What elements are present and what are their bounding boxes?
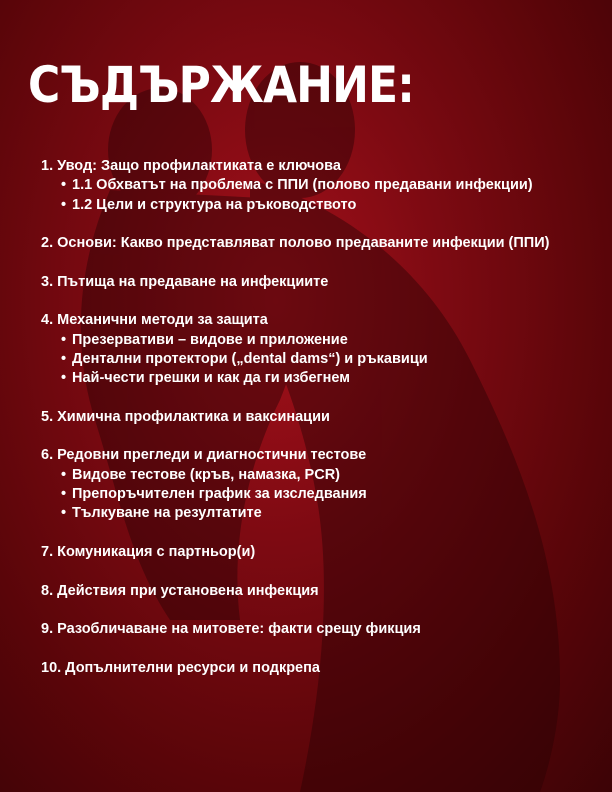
bullet-icon: • xyxy=(61,350,67,367)
toc-section-10 xyxy=(41,659,609,678)
toc-section-5 xyxy=(41,408,609,427)
page-title: СЪДЪРЖАНИЕ: xyxy=(28,56,414,114)
bullet-icon: • xyxy=(61,370,67,387)
bullet-icon: • xyxy=(61,331,67,348)
toc-section-8 xyxy=(41,582,609,601)
toc-item-6: 6. Редовни прегледи и диагностични тестове xyxy=(41,447,367,464)
toc-item-2: 2. Основи: Какво представляват полово предаваните инфекции (ППИ) xyxy=(41,235,550,252)
toc-section-6 xyxy=(41,446,609,523)
toc-section-9 xyxy=(41,620,609,639)
toc-subitem-label: Презервативи – видове и приложение xyxy=(72,331,348,348)
toc-subitem xyxy=(41,369,609,388)
toc-subitem xyxy=(41,196,609,215)
bullet-icon: • xyxy=(61,177,67,194)
toc-section-1 xyxy=(41,157,609,215)
toc-item-4: 4. Механични методи за защита xyxy=(41,312,268,329)
toc-section-4 xyxy=(41,311,609,388)
toc-subitem-label: Видове тестове (кръв, намазка, PCR) xyxy=(72,466,340,483)
bullet-icon: • xyxy=(61,196,67,213)
toc-subitem-label: Тълкуване на резултатите xyxy=(72,505,262,522)
toc-item-1: 1. Увод: Защо профилактиката е ключова xyxy=(41,158,341,174)
toc-subitem-label: Дентални протектори („dental dams“) и ръкавици xyxy=(72,350,428,367)
toc-subitem xyxy=(41,485,609,504)
toc-subitem-label: 1.1 Обхватът на проблема с ППИ (полово предавани инфекции) xyxy=(72,177,533,194)
toc-subitem-label: Най-чести грешки и как да ги избегнем xyxy=(72,370,350,387)
toc-subitem xyxy=(41,331,609,350)
table-of-contents xyxy=(41,157,609,697)
bullet-icon: • xyxy=(61,466,67,483)
toc-item-3: 3. Пътища на предаване на инфекциите xyxy=(41,273,329,290)
bullet-icon: • xyxy=(61,505,67,522)
toc-subitem xyxy=(41,504,609,523)
toc-section-7 xyxy=(41,543,609,562)
bullet-icon: • xyxy=(61,486,67,503)
toc-item-9: 9. Разобличаване на митовете: факти срещу фикция xyxy=(41,621,421,638)
toc-subitem xyxy=(41,466,609,485)
toc-item-5: 5. Химична профилактика и ваксинации xyxy=(41,408,330,425)
toc-section-3 xyxy=(41,273,609,292)
toc-subitem-label: Препоръчителен график за изследвания xyxy=(72,486,367,503)
toc-subitem xyxy=(41,176,609,195)
toc-section-2 xyxy=(41,234,609,253)
toc-item-10: 10. Допълнителни ресурси и подкрепа xyxy=(41,659,320,676)
toc-subitem xyxy=(41,350,609,369)
toc-subitem-label: 1.2 Цели и структура на ръководството xyxy=(72,196,357,213)
toc-item-8: 8. Действия при установена инфекция xyxy=(41,582,319,599)
toc-item-7: 7. Комуникация с партньор(и) xyxy=(41,543,256,560)
